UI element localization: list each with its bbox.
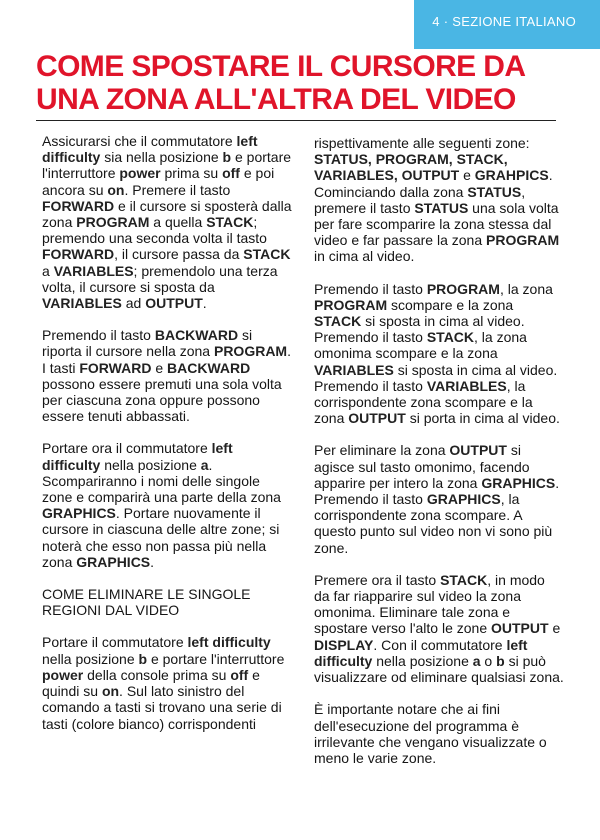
paragraph: [314, 572, 564, 685]
left-column: [42, 133, 292, 748]
body-text: ad: [121, 295, 146, 312]
keyword-text: a: [200, 456, 209, 473]
body-text: . Sul lato sinistro del comando a tasti si trovano una serie di tasti (colore bianco) corrispondenti: [42, 683, 282, 732]
keyword-text: OUTPUT: [145, 295, 203, 312]
keyword-text: on: [101, 683, 120, 700]
body-text: prima su: [160, 165, 223, 182]
body-text: Portare il commutatore: [42, 634, 188, 651]
paragraph: [42, 133, 292, 311]
body-text: , il cursore passa da: [114, 246, 244, 263]
body-text: e: [459, 167, 475, 184]
keyword-text: PROGRAM: [76, 214, 150, 231]
keyword-text: STACK: [440, 571, 488, 588]
body-text: . Con il commutatore: [373, 636, 507, 653]
body-text: e portare l'interruttore: [42, 149, 292, 182]
keyword-text: STATUS: [414, 199, 469, 216]
title-divider: [36, 120, 556, 121]
body-text: e quindi su: [42, 666, 260, 700]
body-text: rispettivamente alle seguenti zone:: [314, 135, 530, 151]
body-text: si agisce sul tasto omonimo, facendo apparire per intero la zona: [314, 442, 530, 491]
keyword-text: FORWARD: [42, 197, 115, 214]
body-text: . Scompariranno i nomi delle singole zone e comparirà una parte della zona: [42, 456, 281, 506]
body-text: una sola volta per fare scomparire la zona stessa dal video e far passare la zona: [314, 199, 559, 249]
keyword-text: DISPLAY: [314, 636, 374, 653]
keyword-text: power: [42, 666, 84, 683]
body-text: Premendo il tasto: [42, 327, 155, 344]
keyword-text: OUTPUT: [348, 410, 406, 427]
keyword-text: off: [222, 165, 240, 182]
body-text: della console prima su: [83, 666, 231, 683]
keyword-text: VARIABLES: [426, 377, 507, 394]
paragraph: [42, 327, 292, 424]
keyword-text: STACK: [243, 246, 291, 263]
body-text: Premere ora il tasto: [314, 571, 441, 588]
body-text: .: [150, 553, 155, 570]
keyword-text: FORWARD: [79, 359, 152, 376]
paragraph: [314, 135, 564, 265]
section-label: 4 · SEZIONE ITALIANO: [432, 14, 576, 29]
keyword-text: PROGRAM: [314, 296, 388, 313]
keyword-text: STACK: [426, 329, 475, 346]
body-text: Portare ora il commutatore: [42, 440, 212, 457]
keyword-text: b: [138, 650, 148, 667]
body-text: ; premendo una seconda volta il tasto: [42, 214, 267, 247]
body-text: . I tasti: [42, 343, 291, 376]
keyword-text: OUTPUT: [449, 442, 507, 459]
keyword-text: GRAPHICS: [42, 505, 116, 522]
body-text: e: [548, 620, 561, 637]
body-text: , premere il tasto: [314, 183, 526, 216]
body-text: si porta in cima al video.: [405, 410, 560, 427]
body-text: e il cursore si sposterà dalla zona: [42, 197, 292, 231]
keyword-text: GRAPHICS: [76, 553, 151, 570]
keyword-text: left difficulty: [187, 634, 271, 651]
keyword-text: PROGRAM: [486, 232, 560, 249]
keyword-text: STACK: [206, 214, 254, 231]
body-text: si sposta in cima al video. Premendo il tasto: [314, 313, 525, 346]
body-text: a quella: [149, 214, 207, 231]
body-text: nella posizione: [372, 652, 473, 669]
body-text: scompare e la zona: [387, 296, 514, 313]
body-text: e portare l'interruttore: [147, 650, 285, 667]
body-text: . Portare nuovamente il cursore in ciascuna delle altre zone; si noterà che esso non passa più nella zona: [42, 505, 280, 570]
page-title: COME SPOSTARE IL CURSORE DA UNA ZONA ALL'ALTRA DEL VIDEO: [36, 50, 525, 116]
keyword-text: power: [119, 165, 161, 182]
body-text: e poi ancora su: [42, 165, 275, 198]
body-text: . Premendo il tasto: [314, 474, 560, 508]
body-text: si sposta in cima al video. Premendo il tasto: [314, 361, 558, 394]
keyword-text: left difficulty: [314, 636, 528, 669]
body-text: , la corrispondente zona scompare. A questo punto sul video non vi sono più zone.: [314, 491, 553, 556]
paragraph: [314, 701, 564, 766]
paragraph: [314, 442, 564, 555]
body-text: possono essere premuti una sola volta per ciascuna zona oppure possono essere tenuti abbassati.: [42, 375, 282, 425]
keyword-text: b: [496, 652, 505, 669]
keyword-text: BACKWARD: [167, 359, 251, 376]
keyword-text: left difficulty: [42, 440, 233, 473]
body-text: Premendo il tasto: [314, 280, 427, 297]
keyword-text: STATUS: [467, 183, 522, 200]
keyword-text: GRAHPICS: [474, 167, 549, 184]
body-text: nella posizione: [100, 456, 201, 473]
body-text: sia nella posizione: [100, 149, 223, 166]
keyword-text: FORWARD: [42, 246, 115, 263]
body-text: in cima al video.: [314, 248, 415, 265]
keyword-text: off: [230, 666, 249, 683]
keyword-text: a: [472, 652, 481, 669]
body-text: e: [151, 359, 168, 376]
body-text: , la zona omonima scompare e la zona: [314, 329, 527, 362]
body-text: , la corrispondente zona scompare e la zona: [314, 377, 533, 427]
keyword-text: left difficulty: [42, 133, 258, 166]
body-text: . Premere il tasto: [124, 181, 231, 198]
section-subheading: COME ELIMINARE LE SINGOLE REGIONI DAL VIDEO: [42, 586, 251, 619]
body-text: a: [42, 262, 54, 279]
body-text: si può visualizzare od eliminare qualsiasi zona.: [314, 652, 564, 686]
keyword-text: STACK: [314, 313, 362, 330]
paragraph: [42, 440, 292, 570]
keyword-text: VARIABLES: [314, 361, 394, 378]
body-text: .: [202, 295, 207, 312]
keyword-text: OUTPUT: [491, 620, 549, 637]
keyword-text: VARIABLES: [42, 295, 122, 312]
keyword-text: GRAPHICS: [481, 474, 556, 491]
keyword-text: PROGRAM: [213, 343, 288, 360]
keyword-text: BACKWARD: [154, 327, 239, 344]
body-text: Per eliminare la zona: [314, 442, 450, 459]
keyword-text: STATUS, PROGRAM, STACK, VARIABLES, OUTPUT: [314, 151, 508, 184]
keyword-text: PROGRAM: [426, 280, 500, 297]
body-text: , in modo da far riapparire sul video la zona omonima. Eliminare tale zona e spostare verso l'alto le zone: [314, 571, 545, 637]
keyword-text: b: [222, 149, 232, 166]
keyword-text: VARIABLES: [53, 262, 134, 279]
keyword-text: on: [107, 181, 125, 198]
body-text: , la zona: [499, 280, 553, 297]
body-text: Assicurarsi che il commutatore: [42, 133, 237, 149]
body-text: È importante notare che ai fini dell'esecuzione del programma è irrilevante che vengano visualizzate o meno le varie zone.: [314, 701, 547, 766]
paragraph: [42, 634, 292, 731]
keyword-text: GRAPHICS: [426, 491, 501, 508]
body-text: nella posizione: [42, 650, 139, 667]
body-text: ; premendolo una terza volta, il cursore si sposta da: [42, 262, 278, 295]
body-text: si riporta il cursore nella zona: [42, 327, 253, 360]
right-column: [314, 135, 564, 782]
body-text: . Cominciando dalla zona: [314, 167, 553, 200]
paragraph: [314, 281, 564, 427]
body-text: o: [480, 652, 497, 669]
